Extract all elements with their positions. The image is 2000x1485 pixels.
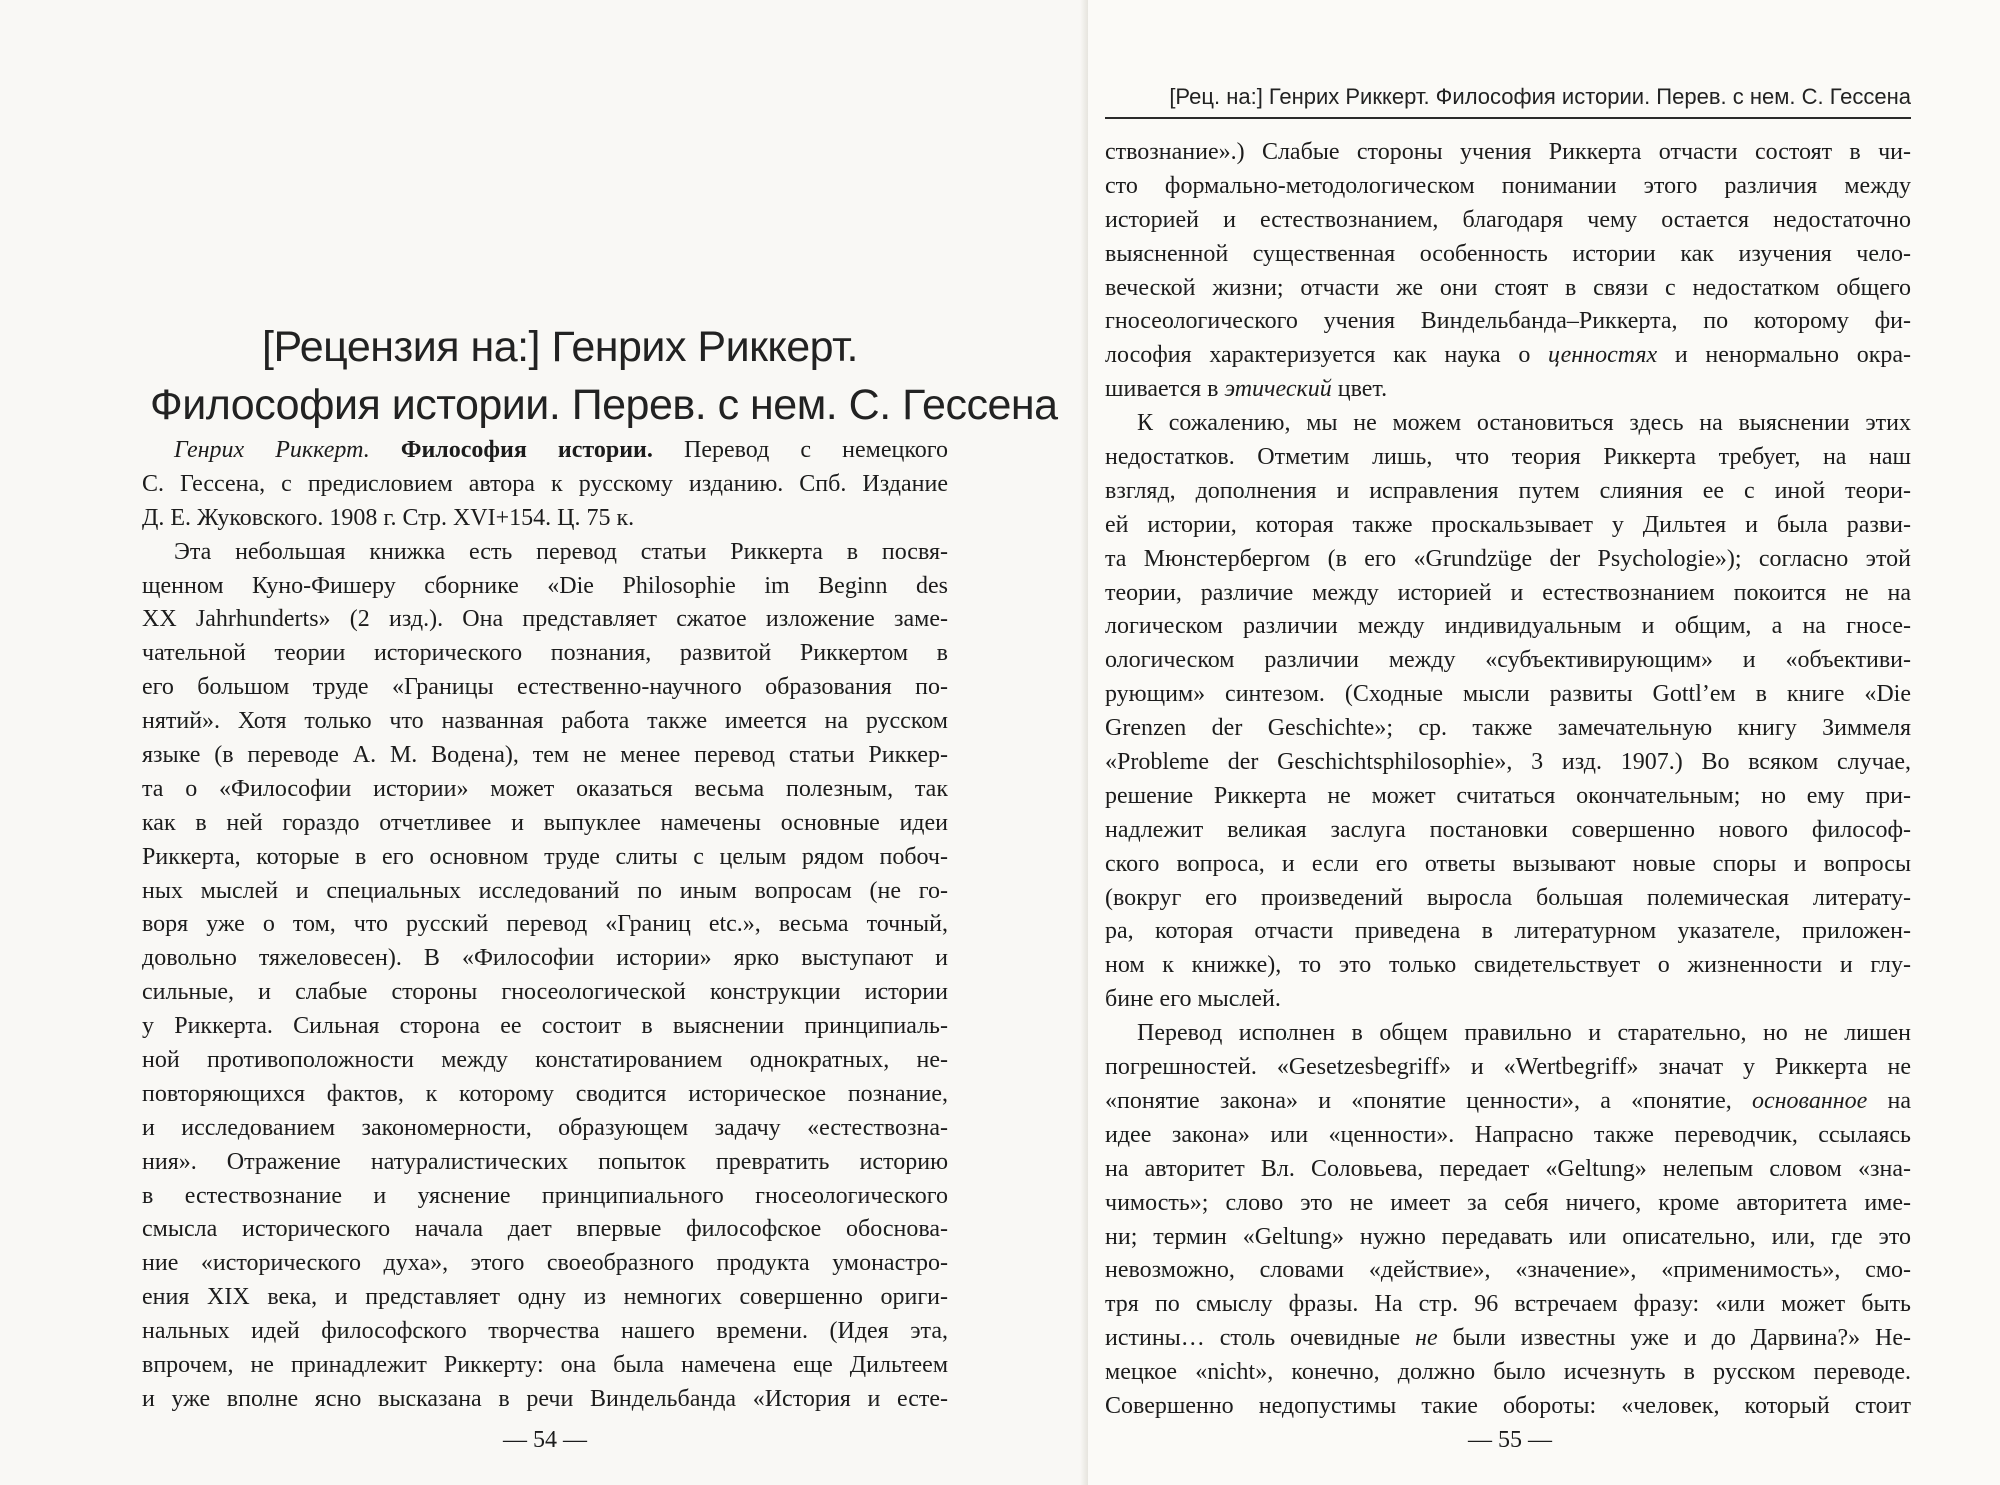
- text-line: щенном Куно-Фишеру сборнике «Die Philosophie im Beginn des: [142, 572, 948, 599]
- text-line: та Мюнстербергом (в его «Grundzüge der Psychologie»); согласно этой: [1105, 545, 1911, 572]
- text-line: ном к книжке), то это только свидетельствует о жизненности и глу-: [1105, 952, 1911, 979]
- text-line: сто формально-методологическом понимании этого различия между: [1105, 172, 1911, 199]
- text-line: ной противоположности между констатированием однократных, не-: [142, 1047, 948, 1074]
- text-line: ния». Отражение натуралистических попыток превратить историю: [142, 1148, 948, 1175]
- text-line: рующим» синтезом. (Сходные мысли развиты Gottl’ем в книге «Die: [1105, 681, 1911, 708]
- text-line: смысла исторического начала дает впервые философское обоснова-: [142, 1216, 948, 1243]
- lead-rest: Перевод с немецкого: [684, 437, 948, 463]
- text-line: Перевод исполнен в общем правильно и старательно, но не лишен: [1137, 1020, 1911, 1047]
- text-line: логическом различии между индивидуальным и общим, а на гносе-: [1105, 613, 1911, 640]
- text-run: истины… столь очевидные: [1105, 1325, 1401, 1352]
- text-line: (вокруг его произведений выросла большая полемическая литерату-: [1105, 884, 1911, 911]
- text-run: на: [1887, 1087, 1911, 1114]
- right-body-text: [1105, 136, 1911, 1424]
- text-line: недостатков. Отметим лишь, что теория Риккерта требует, на наш: [1105, 444, 1911, 471]
- text-line: ра, которая отчасти приведена в литературном указателе, приложен-: [1105, 918, 1911, 945]
- text-line: и уже вполне ясно высказана в речи Виндельбанда «История и есте-: [142, 1385, 948, 1412]
- text-run: лософия характеризуется как наука о: [1105, 342, 1531, 369]
- text-line: мецкое «nicht», конечно, должно было исчезнуть в русском переводе.: [1105, 1359, 1911, 1386]
- text-line: [1105, 339, 1911, 373]
- page-number-left: — 54 —: [503, 1427, 587, 1453]
- text-line: повторяющихся фактов, к которому сводится историческое познание,: [142, 1080, 948, 1107]
- text-line: С. Гессена, с предисловием автора к русскому изданию. Спб. Издание: [142, 470, 948, 497]
- text-line: [1105, 373, 1911, 407]
- title-line-2: Философия истории. Перев. с нем. С. Гессена: [150, 381, 1058, 429]
- text-line: Д. Е. Жуковского. 1908 г. Стр. XVI+154. Ц. 75 к.: [142, 504, 635, 531]
- text-line: «Probleme der Geschichtsphilosophie», 3 изд. 1907.) Во всяком случае,: [1105, 749, 1911, 776]
- text-line: ние «исторического духа», этого своеобразного продукта умонастро-: [142, 1250, 948, 1277]
- lead-author: Генрих Риккерт.: [174, 437, 370, 463]
- emphasis-based: основанное: [1752, 1087, 1868, 1114]
- emphasis-not: не: [1415, 1325, 1438, 1352]
- text-line: теории, различие между историей и естествознанием покоится не на: [1105, 579, 1911, 606]
- text-line: ей истории, которая также проскальзывает у Дильтея и была разви-: [1105, 511, 1911, 538]
- text-line: погрешностей. «Gesetzesbegriff» и «Wertbegriff» значат у Риккерта не: [1105, 1054, 1911, 1081]
- text-line: ологическом различии между «субъективирующим» и «объективи-: [1105, 647, 1911, 674]
- text-line: впрочем, не принадлежит Риккерту: она была намечена еще Дильтеем: [142, 1352, 948, 1379]
- text-run: были известны уже и до Дарвина?» Не-: [1452, 1325, 1911, 1352]
- text-line: ни; термин «Geltung» нужно передавать или описательно, или, где это: [1105, 1223, 1911, 1250]
- article-title: [150, 318, 1058, 434]
- text-line: невозможно, словами «действие», «значение», «применимость», смо-: [1105, 1257, 1911, 1284]
- left-body-text: [142, 434, 948, 1417]
- text-line: надлежит великая заслуга постановки совершенно нового философ-: [1105, 816, 1911, 843]
- text-line: и исследованием закономерности, образующем задачу «естествозна-: [142, 1114, 948, 1141]
- running-head-rule: [1105, 117, 1911, 119]
- text-line: ского вопроса, и если его ответы вызывают новые споры и вопросы: [1105, 850, 1911, 877]
- running-head: [Рец. на:] Генрих Риккерт. Философия истории. Перев. с нем. С. Гессена: [1169, 84, 1911, 109]
- text-line: та о «Философии истории» может оказаться весьма полезным, так: [142, 775, 948, 802]
- text-line: как в ней гораздо отчетливее и выпуклее намечены основные идеи: [142, 809, 948, 836]
- text-line: чимость»; слово это не имеет за себя ничего, кроме авторитета име-: [1105, 1189, 1911, 1216]
- text-line: ствознание».) Слабые стороны учения Риккерта отчасти состоят в чи-: [1105, 139, 1911, 165]
- text-line: XX Jahrhunderts» (2 изд.). Она представляет сжатое изложение заме-: [142, 606, 948, 633]
- text-line: историей и естествознанием, благодаря чему остается недостаточно: [1105, 206, 1911, 233]
- text-line: ных мыслей и специальных исследований по иным вопросам (не го-: [142, 877, 948, 904]
- text-line: взгляд, дополнения и исправления путем слияния ее с иной теори-: [1105, 477, 1911, 504]
- text-line: Совершенно недопустимы такие обороты: «человек, который стоит: [1105, 1392, 1911, 1419]
- text-line: [1105, 1085, 1911, 1119]
- text-line: его большом труде «Границы естественно-научного образования по-: [142, 674, 948, 701]
- text-run: «понятие закона» и «понятие ценности», а «понятие,: [1105, 1087, 1732, 1114]
- text-line: чательной теории исторического познания, развитой Риккертом в: [142, 640, 948, 667]
- text-run: и ненормально окра-: [1674, 342, 1911, 369]
- text-line: нальных идей философского творчества нашего времени. (Идея эта,: [142, 1318, 948, 1345]
- emphasis-values: ценностях: [1548, 342, 1658, 369]
- text-line: выясненной существенная особенность истории как изучения чело-: [1105, 240, 1911, 267]
- text-line: решение Риккерта не может считаться окончательным; но ему при-: [1105, 782, 1911, 809]
- text-line: К сожалению, мы не можем остановиться здесь на выяснении этих: [1137, 410, 1911, 437]
- lead-line: [142, 434, 948, 468]
- text-run: шивается в: [1105, 376, 1219, 403]
- text-line: языке (в переводе А. М. Водена), тем не менее перевод статьи Риккер-: [142, 742, 948, 769]
- text-line: в естествознание и уяснение принципиального гносеологического: [142, 1182, 948, 1209]
- text-line: довольно тяжеловесен). В «Философии истории» ярко выступают и: [142, 945, 948, 972]
- text-line: веческой жизни; отчасти же они стоят в связи с недостатком общего: [1105, 274, 1911, 301]
- text-line: сильные, и слабые стороны гносеологической конструкции истории: [142, 979, 948, 1006]
- text-line: ения XIX века, и представляет одну из немногих совершенно ориги-: [142, 1284, 948, 1311]
- text-line: воря уже о том, что русский перевод «Границ etc.», весьма точный,: [142, 911, 948, 938]
- text-run: цвет.: [1337, 376, 1388, 403]
- text-line: бине его мыслей.: [1105, 986, 1281, 1013]
- emphasis-ethical: этический: [1224, 376, 1332, 403]
- text-line: идее закона» или «ценности». Напрасно также переводчик, ссылаясь: [1105, 1121, 1911, 1148]
- text-line: гносеологического учения Виндельбанда–Риккерта, по которому фи-: [1105, 308, 1911, 335]
- text-line: нятий». Хотя только что названная работа также имеется на русском: [142, 708, 948, 735]
- page-number-right: — 55 —: [1468, 1427, 1552, 1453]
- title-line-1: [Рецензия на:] Генрих Риккерт.: [262, 323, 858, 371]
- text-line: Эта небольшая книжка есть перевод статьи Риккерта в посвя-: [174, 538, 948, 565]
- lead-book-title: Философия истории.: [400, 437, 653, 463]
- text-line: Риккерта, которые в его основном труде слиты с целым рядом побоч-: [142, 843, 948, 870]
- text-line: тря по смыслу фразы. На стр. 96 встречаем фразу: «или может быть: [1105, 1291, 1911, 1318]
- text-line: Grenzen der Geschichte»; ср. также замечательную книгу Зиммеля: [1105, 715, 1911, 742]
- text-line: на авторитет Вл. Соловьева, передает «Geltung» нелепым словом «зна-: [1105, 1155, 1911, 1182]
- text-line: у Риккерта. Сильная сторона ее состоит в выяснении принципиаль-: [142, 1013, 948, 1040]
- text-line: [1105, 1322, 1911, 1356]
